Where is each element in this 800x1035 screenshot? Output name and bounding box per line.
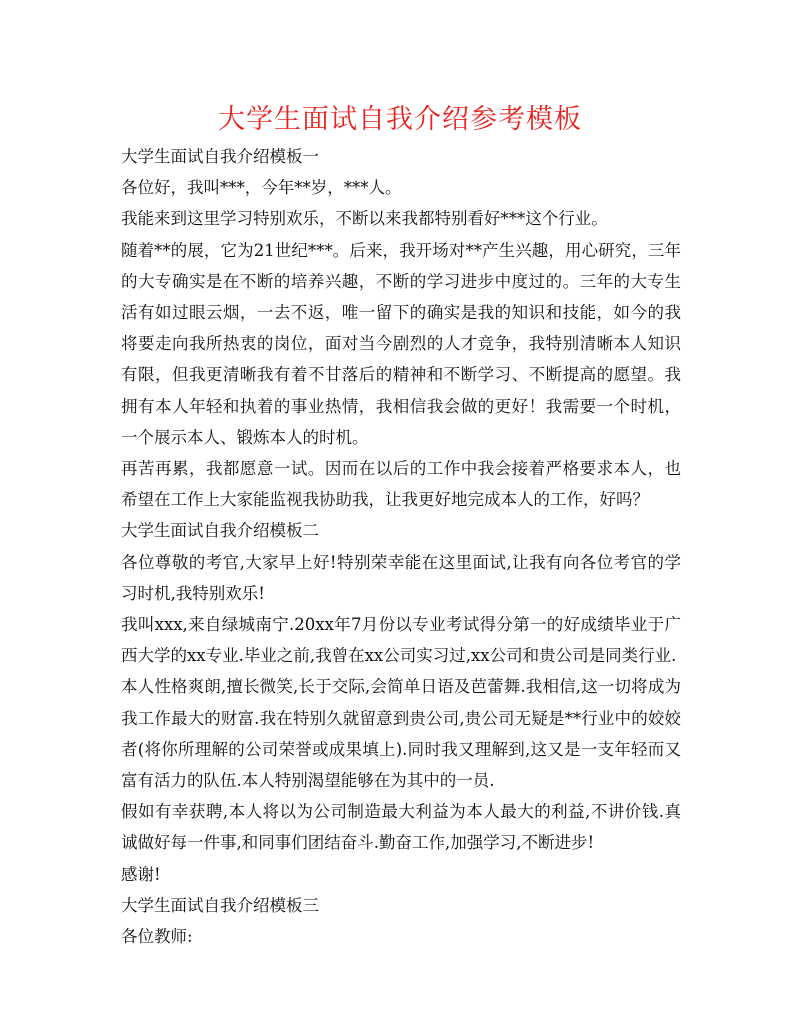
- paragraph: 假如有幸获聘,本人将以为公司制造最大利益为本人最大的利益,不讲价钱.真诚做好每一件事,和同事们团结奋斗.勤奋工作,加强学习,不断进步!: [121, 802, 681, 853]
- paragraph: 各位好，我叫***，今年**岁，***人。: [121, 178, 402, 198]
- paragraph: 随着**的展，它为21世纪***。后来，我开场对**产生兴趣，用心研究，三年的大专确实是在不断的培养兴趣，不断的学习进步中度过的。三年的大专生活有如过眼云烟，一去不返，唯一留下的确实是我的知识和技能，如今的我将要走向我所热衷的岗位，面对当今剧烈的人才竞争，我特别清晰本人知识有限，但我更清晰我有着不甘落后的精神和不断学习、不断提高的愿望。我拥有本人年轻和执着的事业热情，我相信我会做的更好！我需要一个时机，一个展示本人、锻炼本人的时机。: [121, 240, 681, 447]
- paragraph: 各位教师:: [121, 927, 193, 947]
- section-heading-2: 大学生面试自我介绍模板二: [121, 521, 319, 541]
- paragraph: 我叫xxx,来自绿城南宁.20xx年7月份以专业考试得分第一的好成绩毕业于广西大学的xx专业.毕业之前,我曾在xx公司实习过,xx公司和贵公司是同类行业.: [121, 615, 681, 666]
- paragraph: 再苦再累，我都愿意一试。因而在以后的工作中我会接着严格要求本人，也希望在工作上大家能监视我协助我，让我更好地完成本人的工作，好吗？: [121, 459, 681, 510]
- document-body: [121, 141, 681, 952]
- paragraph: 本人性格爽朗,擅长微笑,长于交际,会简单日语及芭蕾舞.我相信,这一切将成为我工作最大的财富.我在特别久就留意到贵公司,贵公司无疑是**行业中的姣姣者(将你所理解的公司荣誉或成果填上).同时我又理解到,这又是一支年轻而又富有活力的队伍.本人特别渴望能够在为其中的一员.: [121, 677, 681, 791]
- section-heading-3: 大学生面试自我介绍模板三: [121, 895, 319, 915]
- section-heading-1: 大学生面试自我介绍模板一: [121, 147, 319, 166]
- paragraph: 我能来到这里学习特别欢乐，不断以来我都特别看好***这个行业。: [121, 209, 608, 229]
- page-title: 大学生面试自我介绍参考模板: [218, 104, 582, 135]
- paragraph: 感谢!: [121, 864, 161, 884]
- paragraph: 各位尊敬的考官,大家早上好!特别荣幸能在这里面试,让我有向各位考官的学习时机,我特别欢乐!: [121, 552, 681, 603]
